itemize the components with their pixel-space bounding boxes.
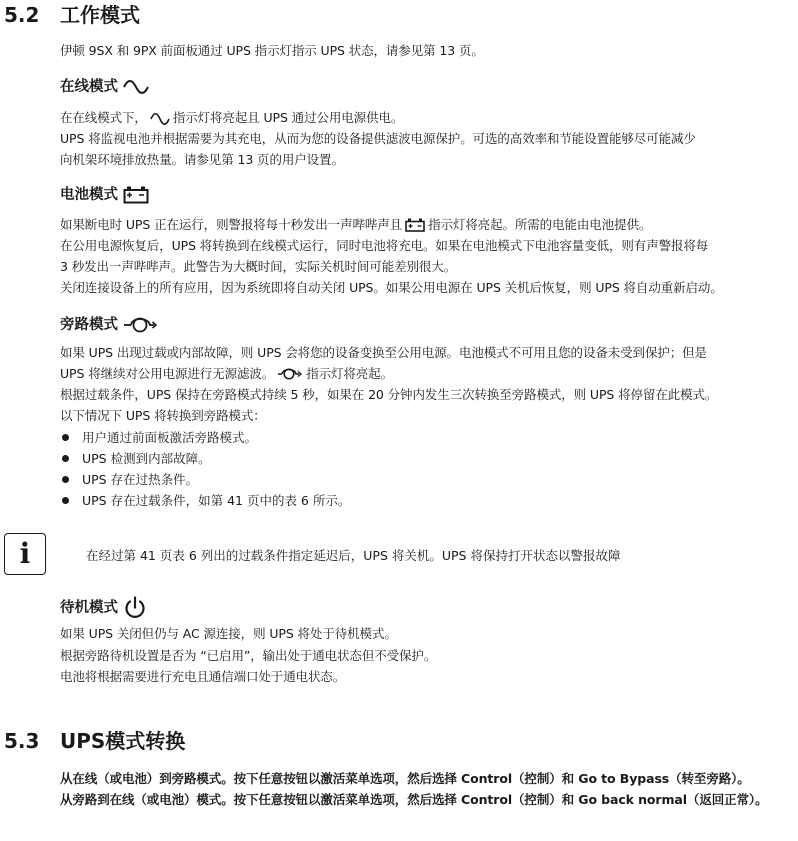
bullet-icon xyxy=(62,455,69,462)
online-line-2: UPS 将监视电池并根据需要为其充电，从而为您的设备提供滤波电源保护。可选的高效率和节能设置能够尽可能减少 xyxy=(60,131,696,146)
info-glyph: i xyxy=(19,537,31,570)
battery-mode-heading xyxy=(60,184,149,206)
bypass-icon xyxy=(277,367,303,381)
online-mode-heading xyxy=(60,76,149,98)
bullet-icon xyxy=(62,434,69,441)
bypass-mode-heading xyxy=(60,314,159,336)
section-number: 5.2 xyxy=(4,3,40,27)
bypass-mode-title: 旁路模式 xyxy=(60,317,118,333)
section-title: 工作模式 xyxy=(60,3,140,27)
standby-mode-heading xyxy=(60,596,147,620)
online-line-1: 在在线模式下， 指示灯将亮起且 UPS 通过公用电源供电。 xyxy=(60,110,404,125)
bypass-icon xyxy=(123,316,159,334)
info-icon xyxy=(4,533,46,575)
online-mode-title: 在线模式 xyxy=(60,79,118,95)
sine-wave-icon xyxy=(150,113,170,125)
battery-line-4: 关闭连接设备上的所有应用，因为系统即将自动关闭 UPS。如果公用电源在 UPS 关机后恢复，则 UPS 将自动重新启动。 xyxy=(60,280,723,295)
transfer-online-to-bypass: 从在线（或电池）到旁路模式。按下任意按钮以激活菜单选项，然后选择 Control（控制）和 Go to Bypass（转至旁路）。 xyxy=(60,771,750,786)
bypass-line-3: 根据过载条件，UPS 保持在旁路模式持续 5 秒，如果在 20 分钟内发生三次转换至旁路模式，则 UPS 将停留在此模式。 xyxy=(60,387,718,402)
intro-paragraph: 伊顿 9SX 和 9PX 前面板通过 UPS 指示灯指示 UPS 状态，请参见第 13 页。 xyxy=(60,43,484,58)
power-icon xyxy=(123,596,147,620)
sine-wave-icon xyxy=(123,80,149,94)
bypass-line-2: UPS 将继续对公用电源进行无源滤波。 指示灯将亮起。 xyxy=(60,366,394,381)
bypass-line-4: 以下情况下 UPS 将转换到旁路模式： xyxy=(60,408,266,423)
battery-mode-title: 电池模式 xyxy=(60,187,118,203)
battery-line-1: 如果断电时 UPS 正在运行，则警报将每十秒发出一声哔哔声且 指示灯将亮起。所需的电能由电池提供。 xyxy=(60,217,652,232)
transfer-bypass-to-online: 从旁路到在线（或电池）模式。按下任意按钮以激活菜单选项，然后选择 Control（控制）和 Go back normal（返回正常）。 xyxy=(60,792,768,807)
standby-line-3: 电池将根据需要进行充电且通信端口处于通电状态。 xyxy=(60,669,346,684)
bullet-icon xyxy=(62,497,69,504)
bypass-line-1: 如果 UPS 出现过载或内部故障，则 UPS 会将您的设备变换至公用电源。电池模式不可用且您的设备未受到保护；但是 xyxy=(60,345,707,360)
note-text: 在经过第 41 页表 6 列出的过载条件指定延迟后，UPS 将关机。UPS 将保持打开状态以警报故障 xyxy=(86,548,621,563)
bullet-icon xyxy=(62,476,69,483)
standby-mode-title: 待机模式 xyxy=(60,600,118,616)
section-title: UPS模式转换 xyxy=(60,729,186,753)
standby-line-1: 如果 UPS 关闭但仍与 AC 源连接，则 UPS 将处于待机模式。 xyxy=(60,626,397,641)
section-number: 5.3 xyxy=(4,729,40,753)
battery-icon xyxy=(123,186,149,204)
battery-icon xyxy=(405,218,425,232)
online-line-3: 向机架环境排放热量。请参见第 13 页的用户设置。 xyxy=(60,152,344,167)
standby-line-2: 根据旁路待机设置是否为 “已启用”，输出处于通电状态但不受保护。 xyxy=(60,648,437,663)
battery-line-3: 3 秒发出一声哔哔声。此警告为大概时间，实际关机时间可能差别很大。 xyxy=(60,259,457,274)
battery-line-2: 在公用电源恢复后，UPS 将转换到在线模式运行，同时电池将充电。如果在电池模式下电池容量变低，则有声警报将每 xyxy=(60,238,709,253)
